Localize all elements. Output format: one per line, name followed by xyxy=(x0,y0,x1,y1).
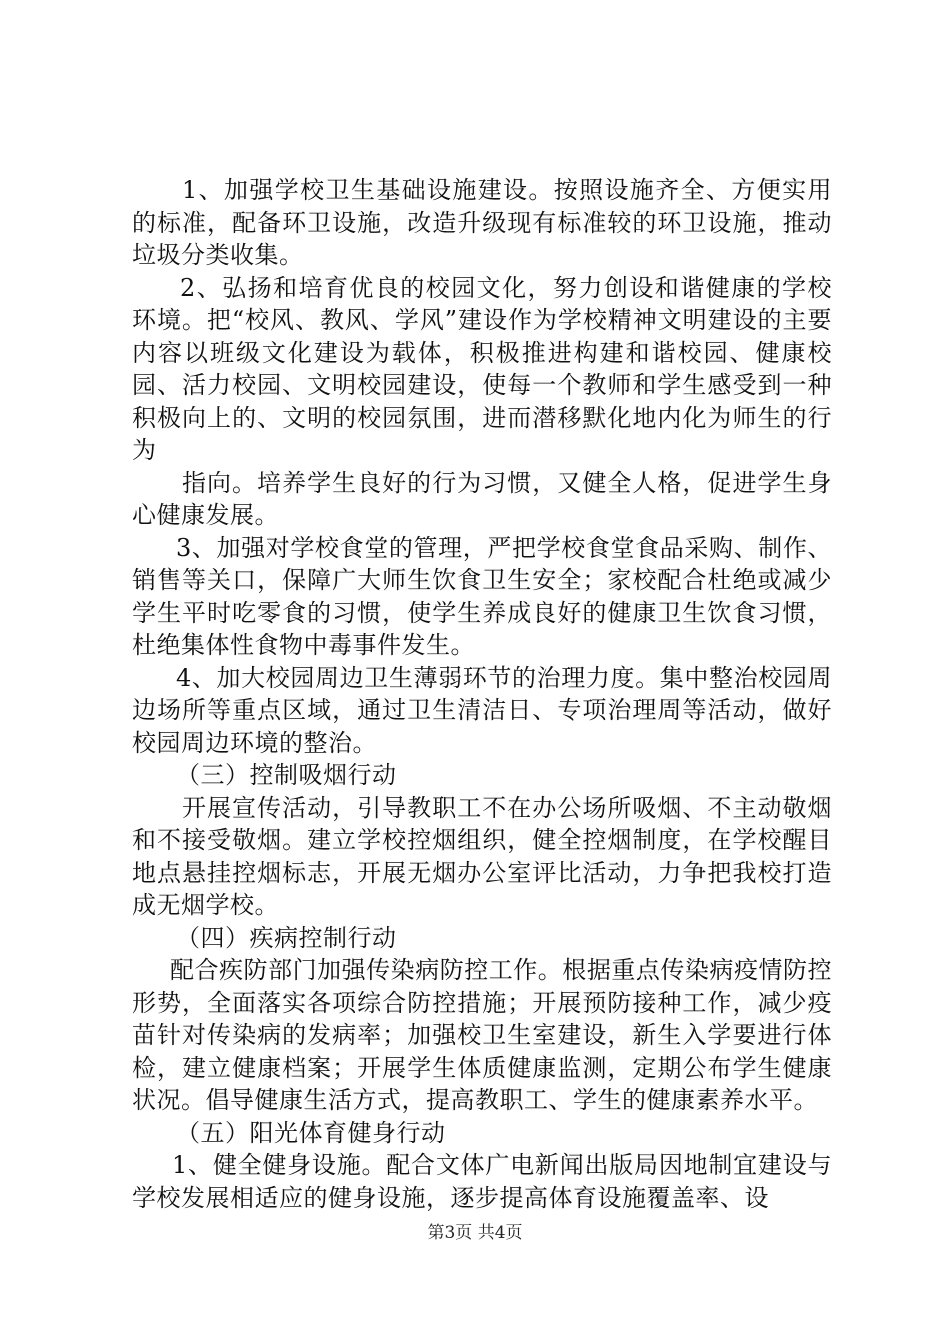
paragraph-1: 1、加强学校卫生基础设施建设。按照设施齐全、方便实用的标准，配备环卫设施，改造升级现有标准较的环卫设施，推动垃圾分类收集。 xyxy=(132,176,832,269)
document-body xyxy=(132,174,832,1214)
section-heading-4: （四）疾病控制行动 xyxy=(176,923,397,952)
paragraph-8: 1、健全健身设施。配合文体广电新闻出版局因地制宜建设与学校发展相适应的健身设施，逐步提高体育设施覆盖率、设 xyxy=(132,1151,832,1212)
paragraph-2: 2、弘扬和培育优良的校园文化，努力创设和谐健康的学校环境。把“校风、教风、学风”建设作为学校精神文明建设的主要内容以班级文化建设为载体，积极推进构建和谐校园、健康校园、活力校园、文明校园建设，使每一个教师和学生感受到一种积极向上的、文明的校园氛围，进而潜移默化地内化为师生的行为 xyxy=(132,273,832,464)
page-footer: 第3页 共4页 xyxy=(427,1223,523,1243)
section-heading-5: （五）阳光体育健身行动 xyxy=(176,1118,446,1147)
paragraph-4: 3、加强对学校食堂的管理，严把学校食堂食品采购、制作、销售等关口，保障广大师生饮食卫生安全；家校配合杜绝或减少学生平时吃零食的习惯，使学生养成良好的健康卫生饮食习惯，杜绝集体性食物中毒事件发生。 xyxy=(132,533,832,659)
paragraph-3: 指向。培养学生良好的行为习惯，又健全人格，促进学生身心健康发展。 xyxy=(132,468,832,529)
paragraph-7: 配合疾防部门加强传染病防控工作。根据重点传染病疫情防控形势，全面落实各项综合防控措施；开展预防接种工作，减少疫苗针对传染病的发病率；加强校卫生室建设，新生入学要进行体检，建立健康档案；开展学生体质健康监测，定期公布学生健康状况。倡导健康生活方式，提高教职工、学生的健康素养水平。 xyxy=(132,956,832,1114)
paragraph-5: 4、加大校园周边卫生薄弱环节的治理力度。集中整治校园周边场所等重点区域，通过卫生清洁日、专项治理周等活动，做好校园周边环境的整治。 xyxy=(132,663,832,757)
paragraph-6: 开展宣传活动，引导教职工不在办公场所吸烟、不主动敬烟和不接受敬烟。建立学校控烟组织，健全控烟制度，在学校醒目地点悬挂控烟标志，开展无烟办公室评比活动，力争把我校打造成无烟学校。 xyxy=(132,793,832,919)
section-heading-3: （三）控制吸烟行动 xyxy=(176,761,397,789)
